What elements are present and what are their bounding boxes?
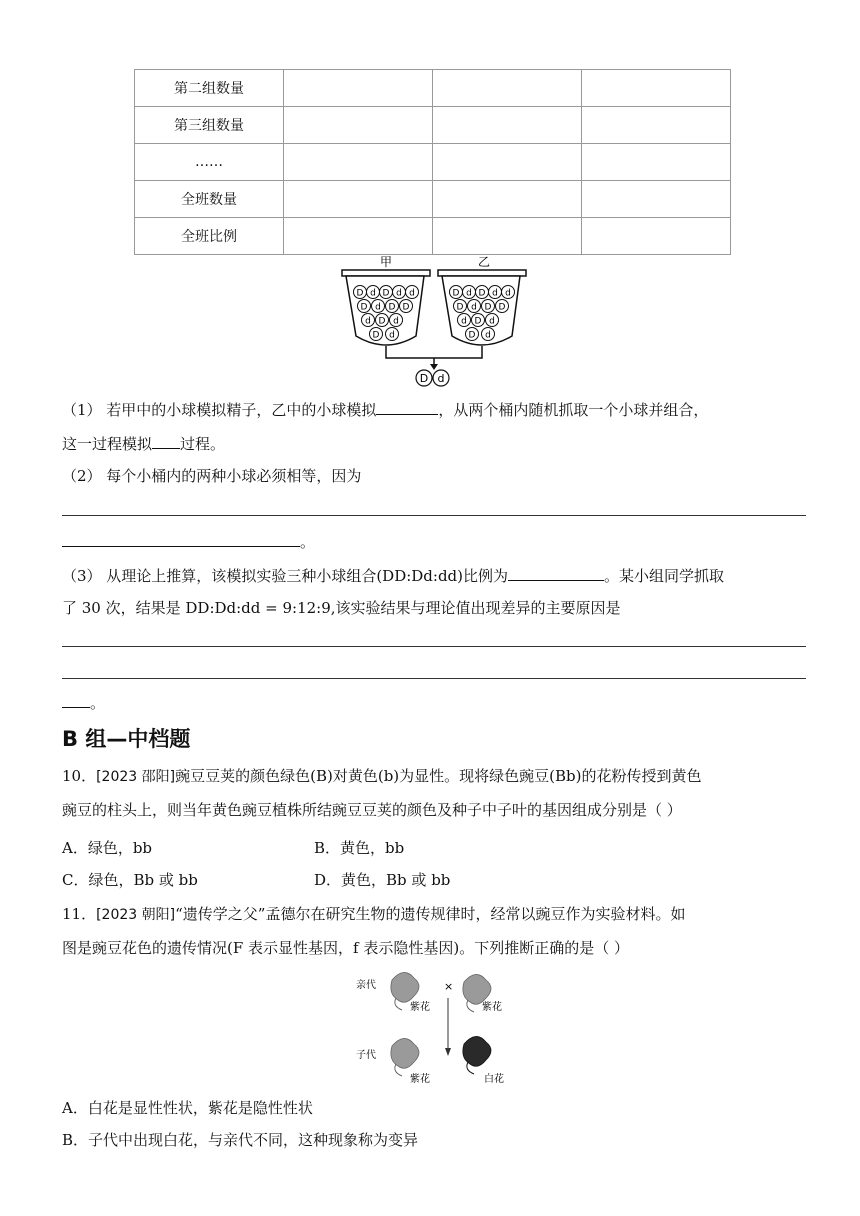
ball-letter: d xyxy=(471,302,477,313)
ball-letter: D xyxy=(402,302,410,313)
row-label: 全班比例 xyxy=(135,218,284,255)
ball-letter: d xyxy=(409,288,415,299)
arrow-head xyxy=(430,364,438,370)
table-cell[interactable] xyxy=(284,70,433,107)
ball-letter: D xyxy=(478,288,486,299)
table-cell[interactable] xyxy=(582,107,731,144)
result-balls xyxy=(416,370,449,386)
blank-4[interactable] xyxy=(508,564,604,581)
row-label: …… xyxy=(135,144,284,181)
ball-letter: d xyxy=(489,316,495,327)
row-label: 全班数量 xyxy=(135,181,284,218)
svg-text:d: d xyxy=(437,372,445,385)
ball-letter: d xyxy=(393,316,399,327)
table-cell[interactable] xyxy=(284,144,433,181)
flower-label: 白花 xyxy=(484,1074,504,1085)
simulation-table xyxy=(134,69,731,255)
table-cell[interactable] xyxy=(582,70,731,107)
q10-stem-line1: 10．[2023 邵阳]豌豆豆荚的颜色绿色(B)对黄色(b)为显性。现将绿色豌豆(Bb)的花粉传授到黄色 xyxy=(62,767,702,785)
q10-option-d[interactable]: D．黄色，Bb 或 bb xyxy=(314,871,451,889)
ball-letter: D xyxy=(382,288,390,299)
flower-inheritance-figure xyxy=(352,966,522,1092)
q9-part2: （2） 每个小桶内的两种小球必须相等，因为 xyxy=(62,467,362,485)
blank-3[interactable] xyxy=(62,530,300,547)
table-cell[interactable] xyxy=(433,107,582,144)
ball-letter: d xyxy=(365,316,371,327)
table-row xyxy=(135,181,731,218)
ball-letter: D xyxy=(372,330,380,341)
q9-part3-line2: 了 30 次，结果是 DD:Dd:dd = 9:12:9,该实验结果与理论值出现差异的主要原因是 xyxy=(62,599,621,617)
table-cell[interactable] xyxy=(433,70,582,107)
table-cell[interactable] xyxy=(582,144,731,181)
parent-label: 亲代 xyxy=(356,980,376,991)
table-cell[interactable] xyxy=(284,107,433,144)
q9-part3-end: 。 xyxy=(62,691,105,713)
table-cell[interactable] xyxy=(284,181,433,218)
white-flower-icon xyxy=(463,1036,491,1074)
ball-letter: D xyxy=(378,316,386,327)
ball-letter: d xyxy=(389,330,395,341)
ball-letter: d xyxy=(492,288,498,299)
blank-2[interactable] xyxy=(152,432,180,449)
ball-letter: D xyxy=(388,302,396,313)
q10-source: [2023 邵阳] xyxy=(96,769,176,785)
ball-letter: D xyxy=(468,330,476,341)
ball-letter: D xyxy=(484,302,492,313)
q10-stem-line2: 豌豆的柱头上，则当年黄色豌豆植株所结豌豆豆荚的颜色及种子中子叶的基因组成分别是（ ） xyxy=(62,801,682,819)
table-row xyxy=(135,70,731,107)
table-cell[interactable] xyxy=(284,218,433,255)
cross-symbol: × xyxy=(444,980,454,993)
blank-5[interactable] xyxy=(62,691,90,708)
q11-option-b[interactable]: B．子代中出现白花，与亲代不同，这种现象称为变异 xyxy=(62,1131,419,1149)
child-label: 子代 xyxy=(356,1050,376,1061)
ball-letter: d xyxy=(396,288,402,299)
q11-source: [2023 朝阳] xyxy=(96,907,176,923)
svg-text:D: D xyxy=(419,372,429,385)
q10-option-a[interactable]: A．绿色，bb xyxy=(62,839,153,857)
ball-letter: d xyxy=(370,288,376,299)
ball-letter: d xyxy=(375,302,381,313)
table-cell[interactable] xyxy=(582,181,731,218)
ball-letter: d xyxy=(505,288,511,299)
q11-stem-line2: 图是豌豆花色的遗传情况(F 表示显性基因，f 表示隐性基因)。下列推断正确的是（ ） xyxy=(62,939,629,957)
q9-part3-line1: （3） 从理论上推算，该模拟实验三种小球组合(DD:Dd:dd)比例为 。某小组同学抓取 xyxy=(62,564,724,586)
flower-label: 紫花 xyxy=(482,1002,502,1013)
q10-option-b[interactable]: B．黄色，bb xyxy=(314,839,405,857)
q11-stem-line1: 11．[2023 朝阳]“遗传学之父”孟德尔在研究生物的遗传规律时，经常以豌豆作为实验材料。如 xyxy=(62,905,686,923)
answer-line[interactable] xyxy=(62,678,806,679)
ball-letter: D xyxy=(474,316,482,327)
section-heading: B 组—中档题 xyxy=(62,727,191,751)
connector-lines xyxy=(386,346,482,366)
bucket-label-right: 乙 xyxy=(478,255,491,269)
q11-option-a[interactable]: A．白花是显性性状，紫花是隐性性状 xyxy=(62,1099,313,1117)
bucket-figure xyxy=(340,254,530,388)
ball-letter: d xyxy=(461,316,467,327)
q9-part1-line2: 这一过程模拟 过程。 xyxy=(62,432,225,454)
flower-label: 紫花 xyxy=(410,1002,430,1013)
blank-1[interactable] xyxy=(376,398,438,415)
ball-letter: d xyxy=(466,288,472,299)
ball-letter: D xyxy=(356,288,364,299)
q9-part2-end: 。 xyxy=(62,530,315,552)
q10-option-c[interactable]: C．绿色，Bb 或 bb xyxy=(62,871,198,889)
ball-letter: D xyxy=(360,302,368,313)
ball-letter: D xyxy=(498,302,506,313)
table-cell[interactable] xyxy=(582,218,731,255)
purple-flower-icon xyxy=(391,1038,419,1076)
answer-line[interactable] xyxy=(62,646,806,647)
arrow-head xyxy=(445,1048,451,1056)
flower-label: 紫花 xyxy=(410,1074,430,1085)
ball-letter: D xyxy=(452,288,460,299)
row-label: 第二组数量 xyxy=(135,70,284,107)
q9-part1-line1: （1） 若甲中的小球模拟精子，乙中的小球模拟 ，从两个桶内随机抓取一个小球并组合， xyxy=(62,398,708,420)
row-label: 第三组数量 xyxy=(135,107,284,144)
table-row xyxy=(135,144,731,181)
answer-line[interactable] xyxy=(62,515,806,516)
table-row xyxy=(135,218,731,255)
table-row xyxy=(135,107,731,144)
table-cell[interactable] xyxy=(433,144,582,181)
table-cell[interactable] xyxy=(433,181,582,218)
ball-letter: d xyxy=(485,330,491,341)
ball-letter: D xyxy=(456,302,464,313)
bucket-label-left: 甲 xyxy=(380,255,393,269)
table-cell[interactable] xyxy=(433,218,582,255)
